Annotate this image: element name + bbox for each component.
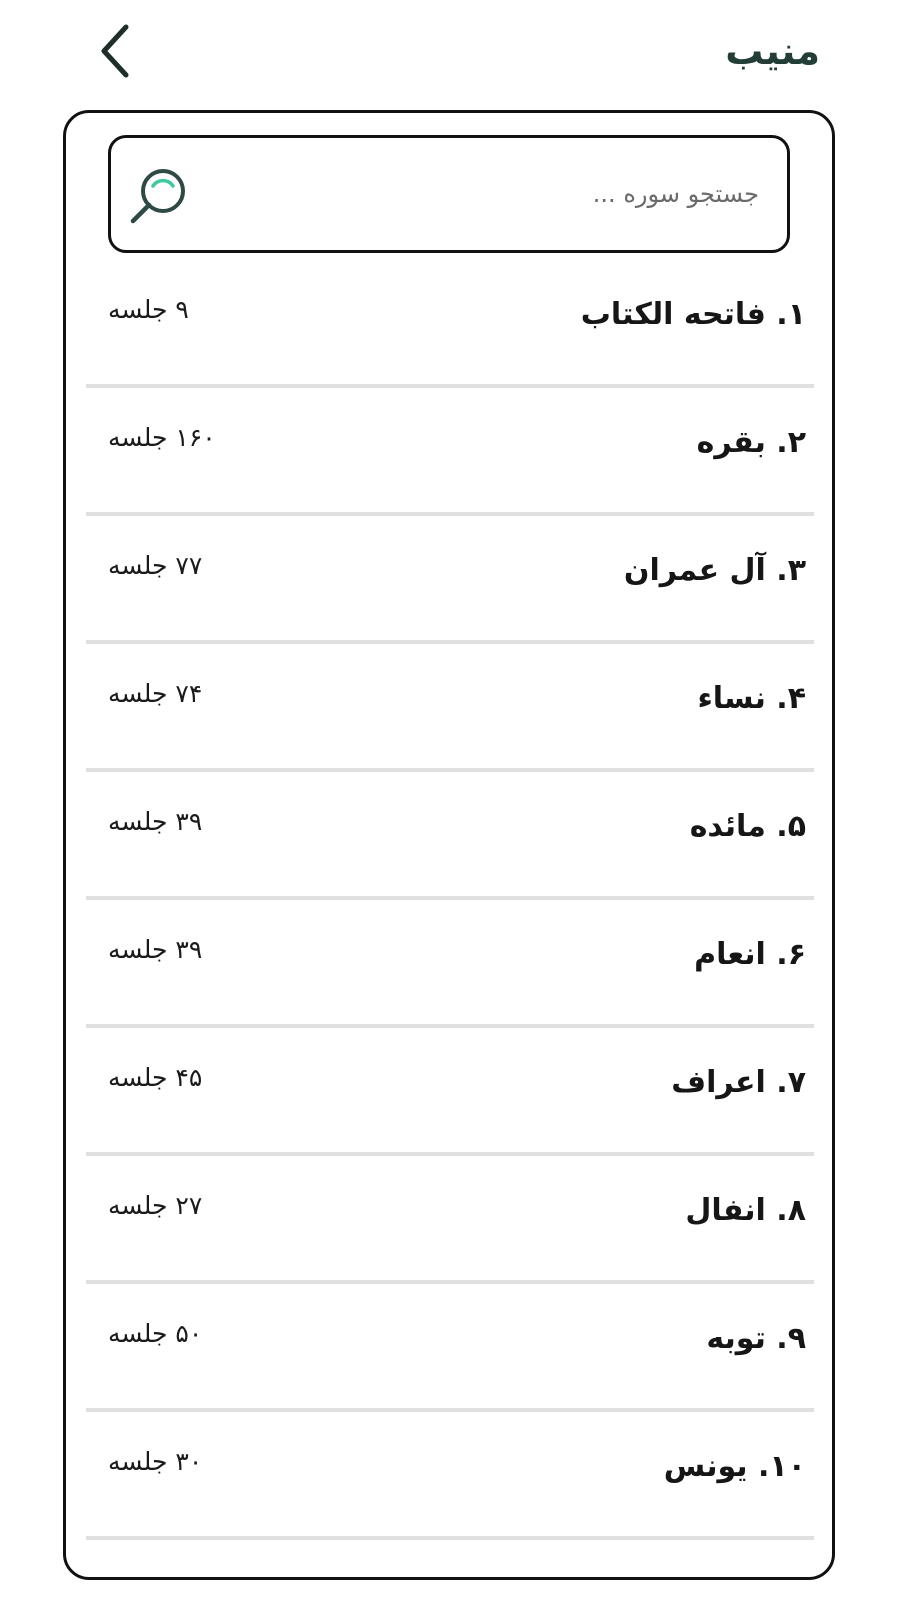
surah-name: ۳. آل عمران <box>623 553 806 588</box>
surah-name: ۹. توبه <box>706 1321 806 1356</box>
session-count: ۷۷ جلسه <box>108 551 203 580</box>
surah-name: ۷. اعراف <box>671 1065 806 1100</box>
app-title: منیب <box>725 29 820 73</box>
surah-row[interactable] <box>86 644 814 772</box>
surah-row[interactable] <box>86 772 814 900</box>
surah-row[interactable] <box>86 900 814 1028</box>
surah-row[interactable] <box>86 1284 814 1412</box>
surah-row[interactable] <box>86 1412 814 1540</box>
session-count: ۱۶۰ جلسه <box>108 423 216 452</box>
surah-row[interactable] <box>86 516 814 644</box>
surah-row[interactable] <box>86 260 814 388</box>
session-count: ۴۵ جلسه <box>108 1063 203 1092</box>
surah-name: ۶. انعام <box>694 937 806 972</box>
surah-row[interactable] <box>86 388 814 516</box>
surah-name: ۴. نساء <box>697 681 806 716</box>
session-count: ۷۴ جلسه <box>108 679 203 708</box>
surah-name: ۵. مائده <box>689 809 806 844</box>
session-count: ۲۷ جلسه <box>108 1191 203 1220</box>
surah-name: ۸. انفال <box>685 1193 806 1228</box>
surah-row[interactable] <box>86 1028 814 1156</box>
surah-list <box>86 260 814 1540</box>
search-input[interactable] <box>211 158 759 230</box>
surah-list-card <box>63 110 835 1580</box>
session-count: ۳۹ جلسه <box>108 935 203 964</box>
session-count: ۹ جلسه <box>108 295 189 324</box>
search-box <box>108 135 790 253</box>
surah-name: ۱۰. یونس <box>663 1449 806 1484</box>
surah-name: ۱. فاتحه الکتاب <box>580 297 806 332</box>
session-count: ۵۰ جلسه <box>108 1319 203 1348</box>
surah-name: ۲. بقره <box>696 425 806 460</box>
surah-row[interactable] <box>86 1156 814 1284</box>
session-count: ۳۰ جلسه <box>108 1447 203 1476</box>
back-button[interactable] <box>92 22 140 80</box>
chevron-left-icon <box>96 23 136 79</box>
app-header <box>0 0 900 105</box>
search-icon[interactable] <box>127 164 191 228</box>
session-count: ۳۹ جلسه <box>108 807 203 836</box>
